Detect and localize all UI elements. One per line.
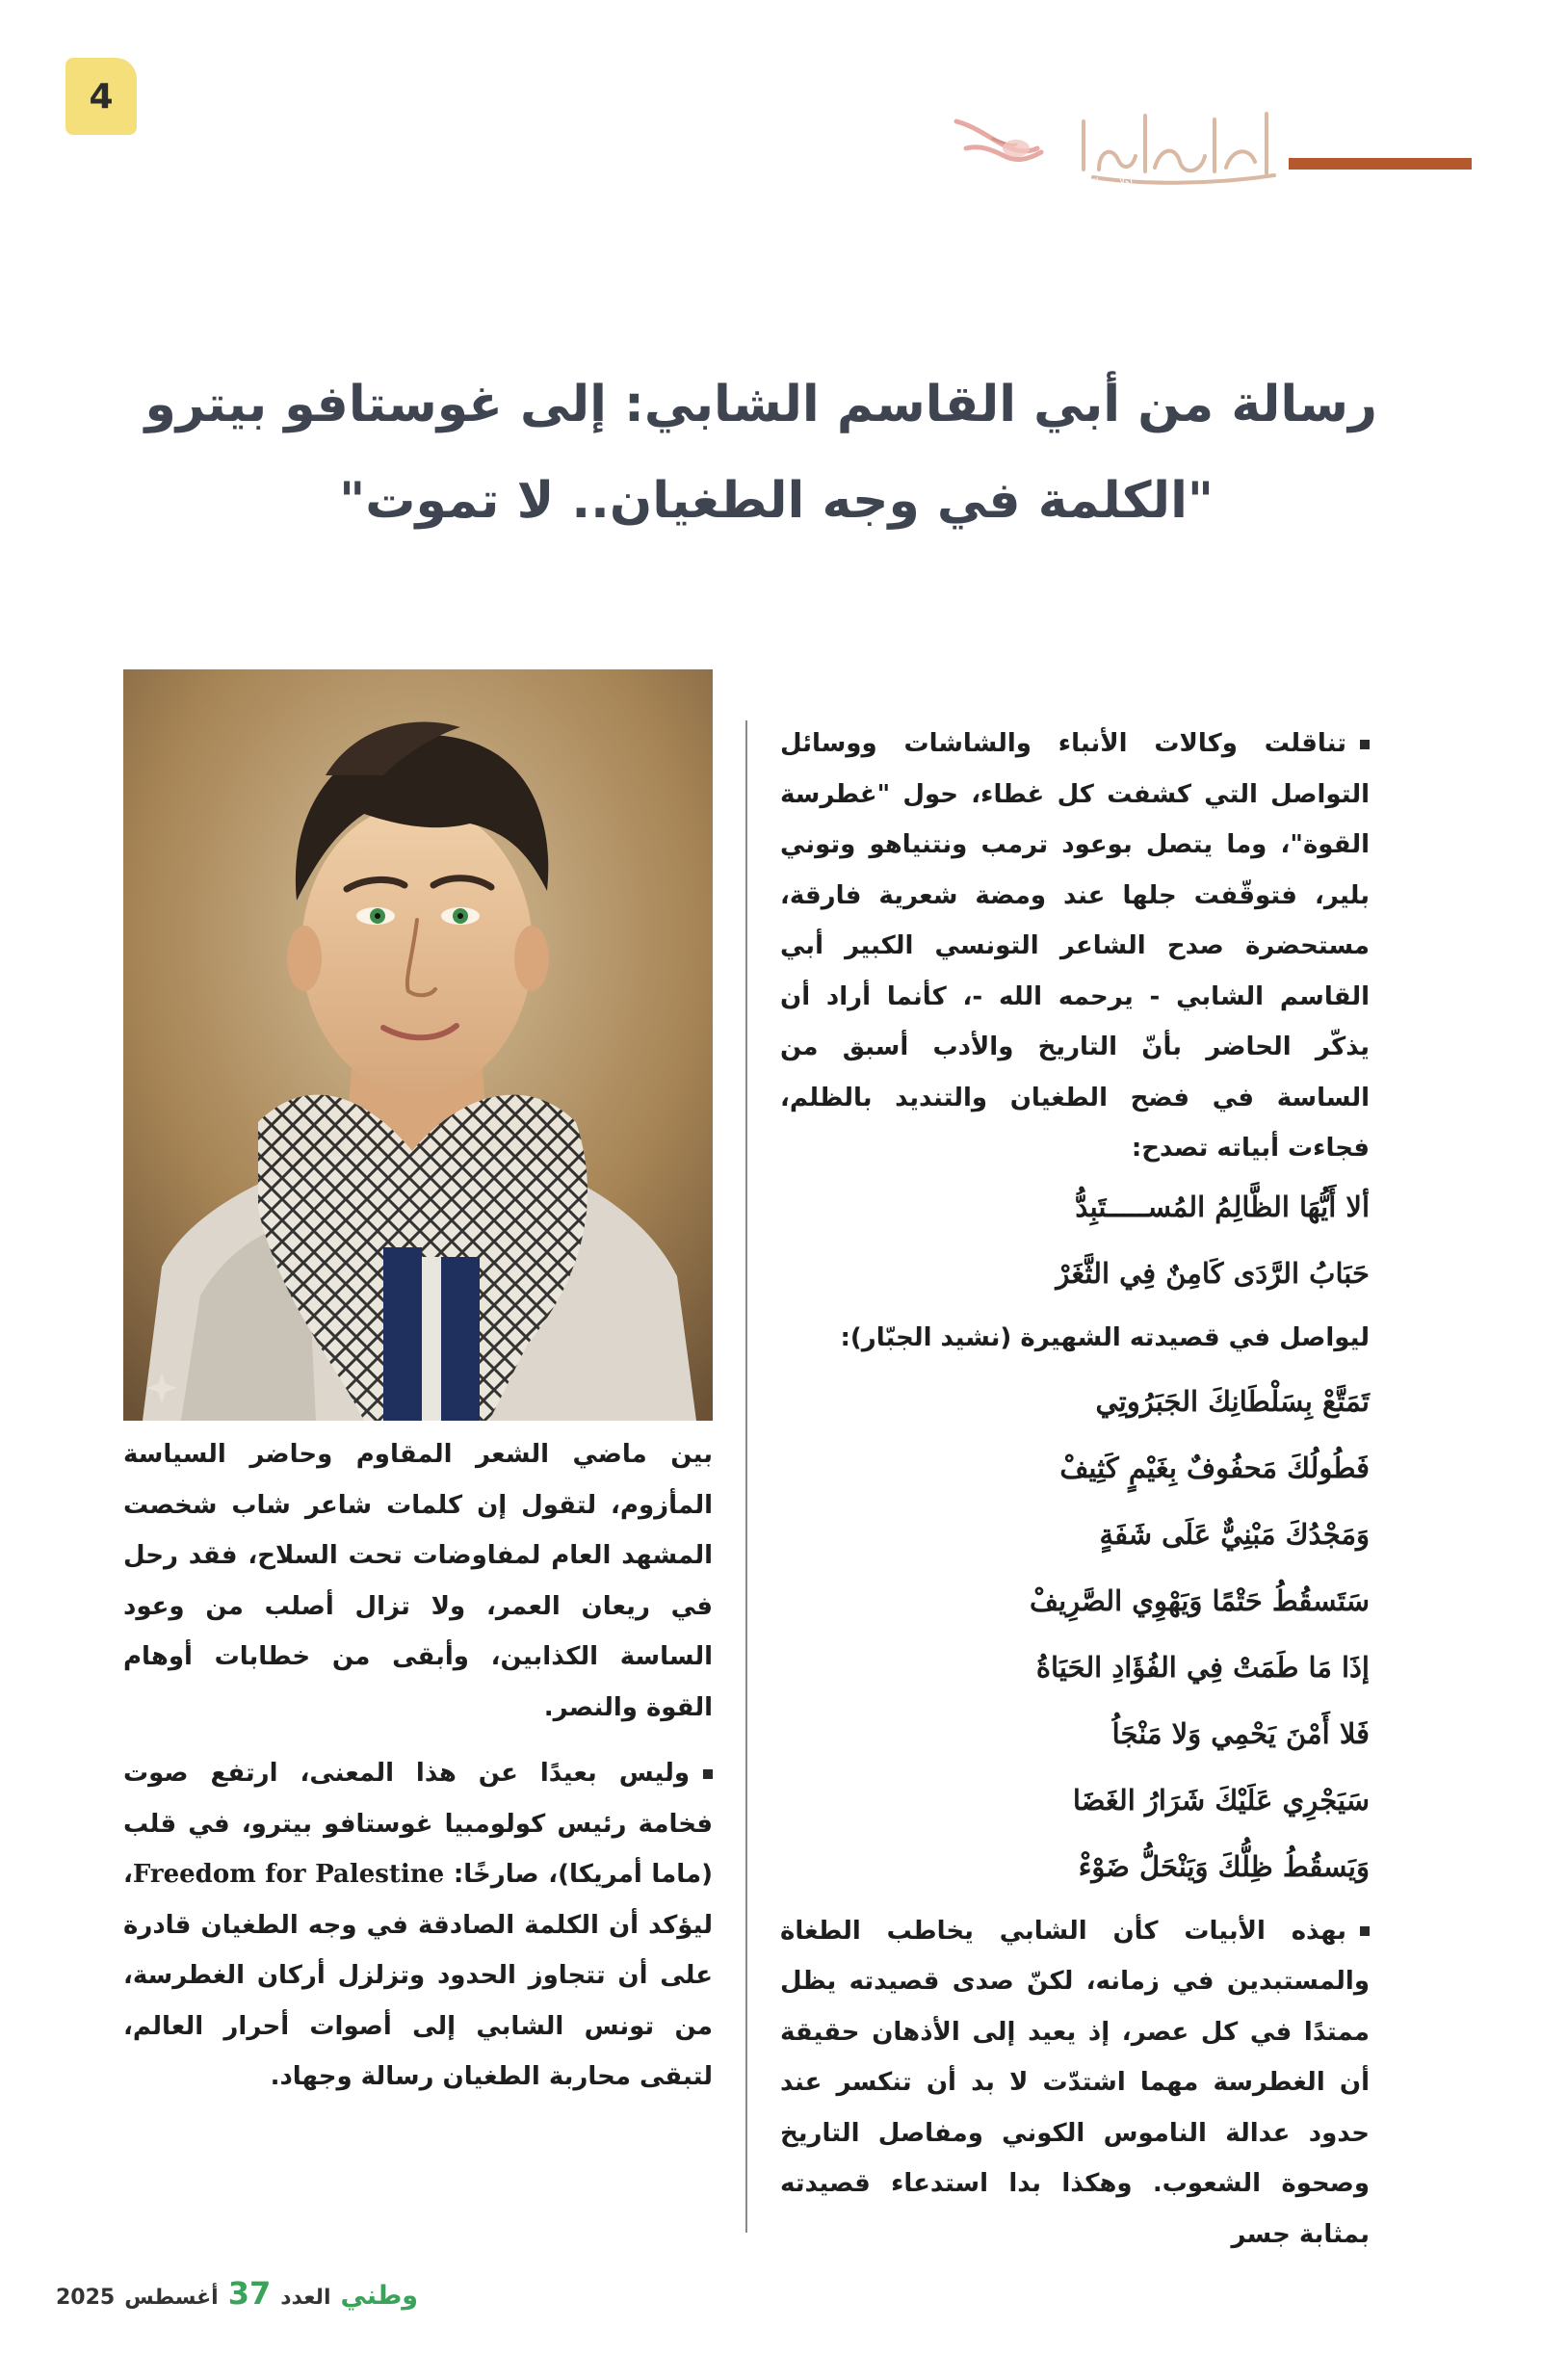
verse-line: سَتَسقُطُ حَتْمًا وَيَهْوِي الصَّرِيفْ xyxy=(1030,1583,1370,1617)
closing-paragraph xyxy=(780,1906,1370,2261)
verse-line: فَلا أَمْنَ يَحْمِي وَلا مَنْجَاُ xyxy=(1111,1716,1370,1750)
page-number-badge: 4 xyxy=(65,58,137,135)
closing-text: بهذه الأبيات كأن الشابي يخاطب الطغاة والمستبدين في زمانه، لكنّ صدى قصيدته يظل ممتدًا في كل عصر، إذ يعيد إلى الأذهان حقيقة أن الغطرسة مهما اشتدّت لا بد أن تنكسر عند حدود عدالة الناموس الكوني ومفاصل التاريخ وصحوة الشعوب. وهكذا بدا استدعاء قصيدته بمثابة جسر xyxy=(780,1916,1370,2249)
verse-line: سَيَجْرِي عَلَيْكَ شَرَارُ الغَضَا xyxy=(1072,1783,1370,1817)
verse-intro: ليواصل في قصيدته الشهيرة (نشيد الجبّار): xyxy=(840,1322,1370,1352)
svg-text:أهلا وسهلا: أهلا وسهلا xyxy=(1093,177,1133,188)
petro-text-start: وليس بعيدًا عن هذا المعنى، ارتفع صوت فخامة رئيس كولومبيا غوستافو بيترو، في قلب (ماما أمريكا)، صارخًا: xyxy=(123,1759,713,1889)
portrait-image xyxy=(123,669,713,1421)
issue-month: أغسطس xyxy=(124,2286,219,2310)
header-rule xyxy=(1289,158,1472,170)
section-logo xyxy=(949,92,1281,189)
issue-label: العدد xyxy=(280,2286,331,2310)
verse-line: ألا أَيُّهَا الظَّالِمُ المُســـــتَبِدُّ xyxy=(1075,1190,1370,1223)
intro-text: تناقلت وكالات الأنباء والشاشات ووسائل التواصل التي كشفت كل غطاء، حول "غطرسة القوة"، وما يتصل بوعود ترمب ونتنياهو وتوني بلير، فتوقّفت جلها عند ومضة شعرية فارقة، مستحضرة صدح الشاعر التونسي الكبير أبي القاسم الشابي - يرحمه الله -، كأنما أراد أن يذكّر الحاضر بأنّ التاريخ والأدب أسبق من الساسة في فضح الطغيان والتنديد بالظلم، فجاءت أبياته تصدح: xyxy=(780,729,1370,1163)
issue-number: 37 xyxy=(227,2275,272,2312)
intro-paragraph xyxy=(780,719,1370,1174)
issue-year: 2025 xyxy=(56,2286,116,2310)
verse-line: حَبَابُ الرَّدَى كَامِنٌ فِي الثَّغَرْ xyxy=(1056,1256,1370,1290)
verse-line: وَمَجْدُكَ مَبْنِيٌّ عَلَى شَفَةٍ xyxy=(1099,1517,1370,1551)
column-divider xyxy=(745,720,747,2233)
continuation-paragraph: بين ماضي الشعر المقاوم وحاضر السياسة المأزوم، لتقول إن كلمات شاعر شاب شخصت المشهد العام لمفاوضات تحت السلاح، فقد رحل في ريعان العمر، ولا تزال أصلب من وعود الساسة الكذابين، وأبقى من خطابات أوهام القوة والنصر. xyxy=(123,1440,713,1722)
verse-line: فَطُولُكَ مَحفُوفٌ بِغَيْمٍ كَثِيفْ xyxy=(1059,1451,1370,1484)
handshake-logo-icon xyxy=(949,92,1281,189)
magazine-name: وطني xyxy=(340,2281,419,2311)
title-line-1: رسالة من أبي القاسم الشابي: إلى غوستافو بيترو xyxy=(144,376,1377,433)
verse-line: وَيَسقُطُ ظِلُّكَ وَيَنْحَلُّ ضَوْءْ xyxy=(1078,1849,1370,1883)
left-column xyxy=(123,1429,713,2103)
slogan-text: Freedom for Palestine xyxy=(132,1860,445,1889)
verse-line: تَمَتَّعْ بِسَلْطَانِكَ الجَبَرُوتِي xyxy=(1095,1384,1370,1418)
bullet-icon xyxy=(703,1769,713,1779)
footer xyxy=(56,2275,418,2314)
bullet-icon xyxy=(1360,1926,1370,1936)
bullet-icon xyxy=(1360,740,1370,749)
right-column xyxy=(780,719,1370,2260)
petro-text-end: ، ليؤكد أن الكلمة الصادقة في وجه الطغيان قادرة على أن تتجاوز الحدود وتزلزل أركان الغطرسة، من تونس الشابي إلى أصوات أحرار العالم، لتبقى محاربة الطغيان رسالة وجهاد. xyxy=(123,1860,713,2091)
verse-line: إذَا مَا طَمَتْ فِي الفُؤَادِ الحَيَاةُ xyxy=(1035,1650,1370,1684)
title-line-2: "الكلمة في وجه الطغيان.. لا تموت" xyxy=(339,472,1214,530)
article-title xyxy=(106,356,1377,549)
petro-paragraph xyxy=(123,1748,713,2103)
